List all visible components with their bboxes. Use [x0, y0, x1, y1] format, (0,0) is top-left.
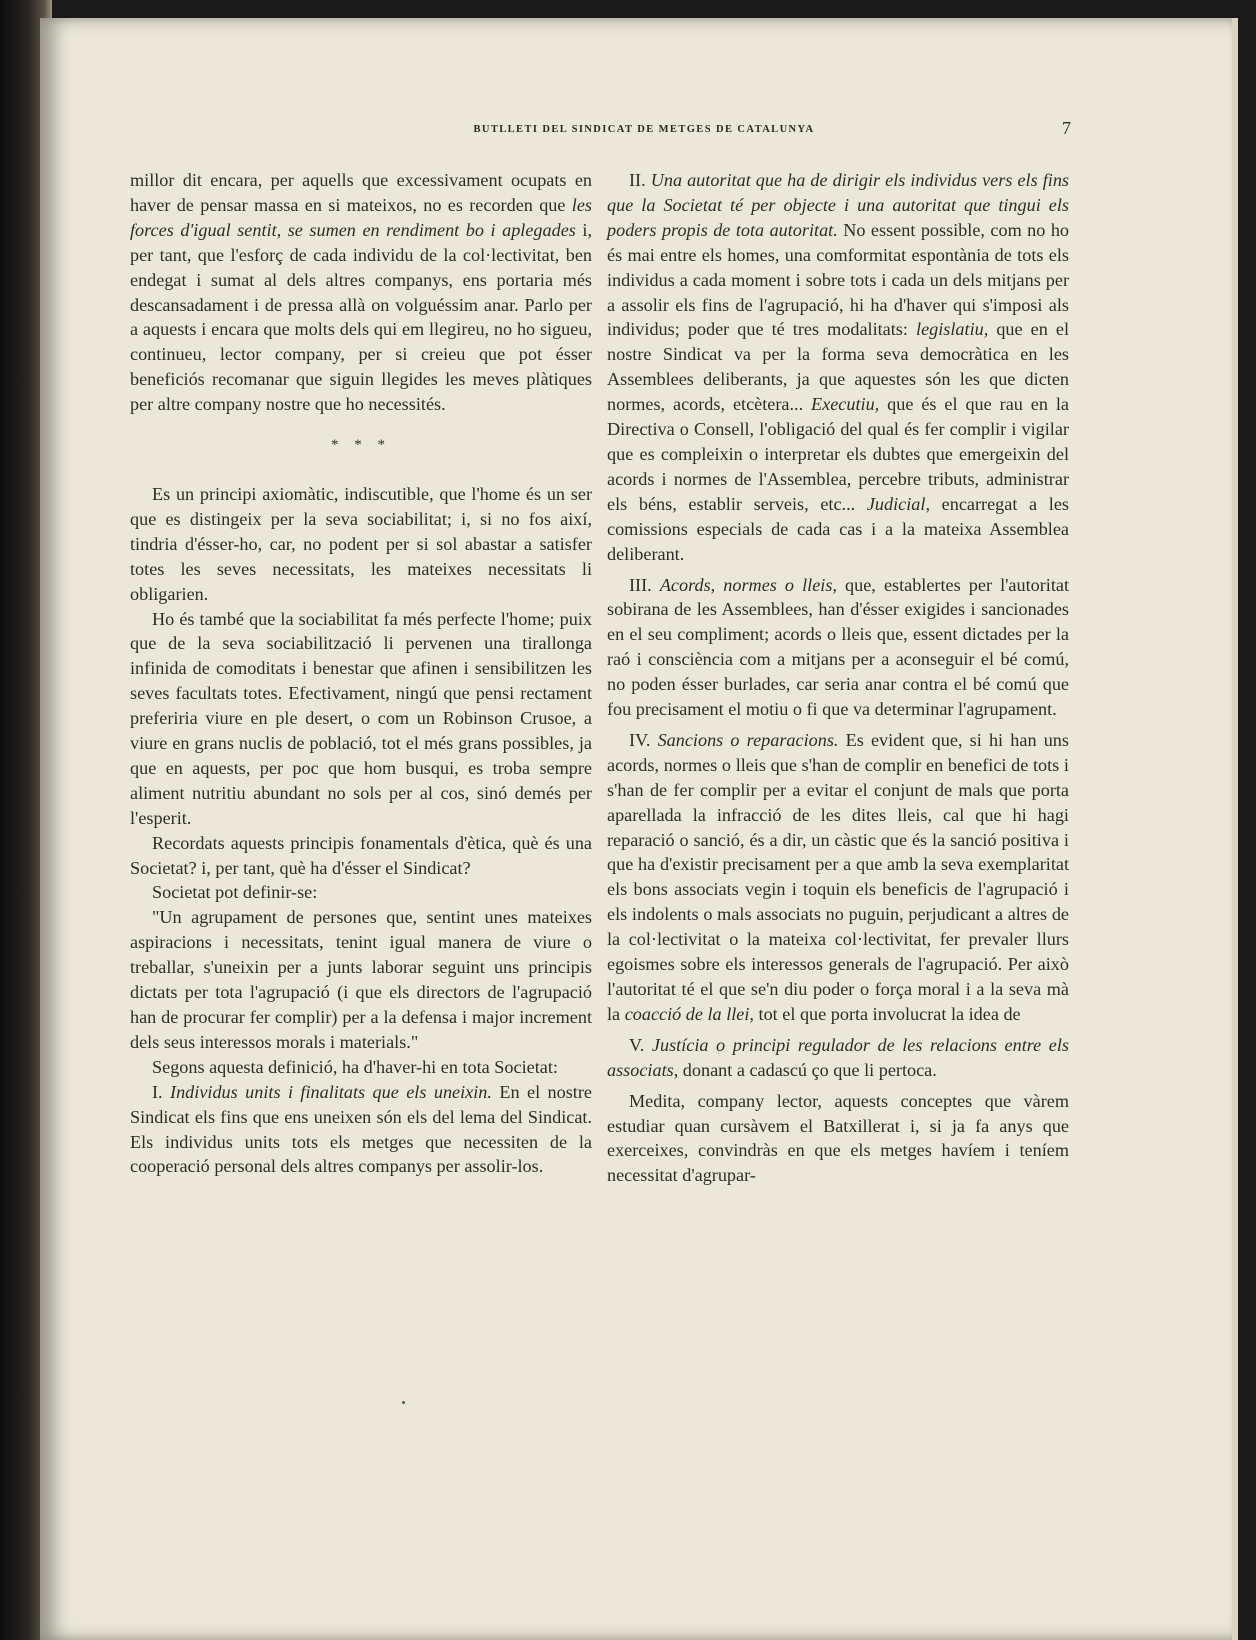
left-column — [130, 168, 592, 1179]
paragraph — [607, 573, 1069, 722]
italic-text-run: Una autoritat que ha de dirigir els individus vers els fins que la Societat té per objecte i una autoritat que tingui els poders propis de tota autoritat. — [607, 170, 1069, 240]
italic-text-run: Sancions o reparacions. — [657, 729, 839, 750]
list-number: IV. — [629, 729, 658, 750]
text-run: tot el que porta involucrat la idea de — [753, 1003, 1021, 1024]
paragraph: Recordats aquests principis fonamentals d'ètica, què és una Societat? i, per tant, què ha d'ésser el Sindicat? — [130, 832, 592, 878]
italic-text-run: Acords, normes o lleis, — [659, 574, 837, 595]
section-separator: * * * — [331, 437, 391, 454]
paragraph — [607, 168, 1069, 567]
ink-speck — [402, 1401, 405, 1404]
paragraph: "Un agrupament de persones que, sentint unes mateixes aspiracions i necessitats, tenint igual manera de viure o treballar, s'uneixin per a junts laborar seguint uns principis dictats per tota l'agrupació (i que els directors de l'agrupació han de procurar fer complir) per a la defensa i major increment dels seus interessos morals i materials." — [130, 907, 592, 1052]
text-run: donant a cadascú ço que li pertoca. — [678, 1059, 937, 1080]
document-page — [40, 18, 1238, 1640]
italic-text-run: Judicial, — [866, 493, 930, 514]
text-run: que, establertes per l'autoritat sobirana de les Assemblees, han d'ésser exigides i sancionades en el seu compliment; acords o lleis que, essent dictades per la raó i consciència com a mitjans per a aconseguir el bé comú, no poden ésser burlades, car seria anar contra el bé comú que fou precisament el motiu o fi que va determinar l'agrupament. — [607, 574, 1070, 720]
page-number: 7 — [1062, 118, 1071, 138]
italic-text-run: Executiu, — [811, 394, 880, 415]
italic-text-run: Individus units i finalitats que els uneixin. — [170, 1081, 492, 1102]
text-run: encarregat a les comissions especials de cada cas i a la mateixa Assemblea deliberant. — [607, 493, 1069, 564]
italic-text-run: legislatiu, — [916, 319, 989, 340]
text-run: Es evident que, si hi han uns acords, normes o lleis que s'han de complir en benefici de tots i s'han de fer complir per a evitar el conjunt de mals que porta aparellada la infracció de les dites lleis, cal que hi hagi reparació o sanció, és a dir, un càstic que és la sanció positiva i que ha d'existir precisament per a que amb la seva exemplaritat els bons associats vegin i toquin els beneficis de l'agrupació i els indolents o mals associats no puguin, perjudicant a altres de la col·lectivitat o la mateixa col·lectivitat, fer prevaler llurs egoismes sobre els interessos generals de l'agrupació. Per això l'autoritat té el que se'n diu poder o força moral i a la seva mà la — [607, 729, 1069, 1024]
italic-text-run: coacció de la llei, — [624, 1003, 754, 1024]
running-title: BUTLLETI DEL SINDICAT DE METGES DE CATALUNYA — [473, 124, 815, 135]
paragraph — [130, 168, 592, 417]
italic-text-run: les forces d'igual sentit, se sumen en rendiment bo i aplegades — [130, 194, 592, 240]
text-run: En el nostre Sindicat els fins que ens uneixen són els del lema del Sindicat. Els individus units tots els metges que necessiten de la cooperació personal dels altres companys per assolir-los. — [130, 1081, 592, 1177]
paragraph — [130, 1080, 592, 1180]
paragraph: Segons aquesta definició, ha d'haver-hi en tota Societat: — [152, 1056, 558, 1077]
paragraph: Medita, company lector, aquests conceptes que vàrem estudiar quan cursàvem el Batxillerat i, si ja fa anys que exerceixes, convindràs en que els metges havíem i teníem necessitat d'agrupar- — [607, 1090, 1069, 1186]
text-run: i, per tant, que l'esforç de cada individu de la col·lectivitat, ben endegat i sumat al dels altres companys, ens portaria més descansadament i de pressa allà on volguéssim anar. Parlo per a aquests i encara que molts dels qui em llegireu, no ho sigueu, continueu, lector company, per si creieu que pot ésser beneficiós recomanar que siguin llegides les meves plàtiques per altre company nostre que ho necessités. — [130, 219, 593, 415]
text-run: No essent possible, com no ho és mai entre els homes, una comformitat espontània de tots els individus a cada moment i sobre tots i cada un dels mitjans per a assolir els fins de l'agrupació, hi ha d'haver qui s'imposi als individus; poder que té tres modalitats: — [607, 219, 1070, 340]
text-run: que en el nostre Sindicat va per la forma seva democràtica en les Assemblees deliberants, ja que aquestes són les que dicten normes, acords, etcètera... — [607, 319, 1069, 415]
list-number: V. — [629, 1034, 652, 1055]
text-run: millor dit encara, per aquells que excessivament ocupats en haver de pensar massa en si mateixos, no es recorden que — [130, 170, 592, 215]
list-number: III. — [629, 574, 660, 595]
paragraph: Ho és també que la sociabilitat fa més perfecte l'home; puix que de la seva sociabilització li pervenen una tirallonga infinida de comoditats i benestar que afinen i sensibilitzen les seves facultats totes. Efectivament, ningú que pensi rectament preferiria viure en ple desert, o com un Robinson Crusoe, a viure en grans nuclis de població, tot el més grans possibles, ja que en aquests, per poc que hom busqui, es troba sempre aliment nutritiu abundant no sols per al cos, sinó demés per l'esperit. — [130, 608, 592, 828]
paragraph — [607, 1033, 1069, 1083]
paragraph — [607, 728, 1069, 1027]
right-column — [607, 168, 1069, 1188]
paragraph: Es un principi axiomàtic, indiscutible, que l'home és un ser que es distingeix per la seva sociabilitat; i, si no fos així, tindria d'ésser-ho, car, no podent per si sol abastar a satisfer totes les seves necessitats, les mateixes necessitats li obligarien. — [130, 483, 592, 604]
italic-text-run: Justícia o principi regulador de les relacions entre els associats, — [607, 1034, 1070, 1080]
paragraph: Societat pot definir-se: — [152, 882, 318, 903]
list-number: I. — [152, 1081, 171, 1102]
text-run: que és el que rau en la Directiva o Consell, l'obligació del qual és fer complir i vigilar que es compleixin o interpretar els dubtes que emergeixin del acords i normes de l'Assemblea, percebre tributs, administrar els béns, establir serveis, etc... — [607, 394, 1069, 514]
page-header — [40, 108, 1238, 148]
list-number: II. — [629, 170, 651, 190]
